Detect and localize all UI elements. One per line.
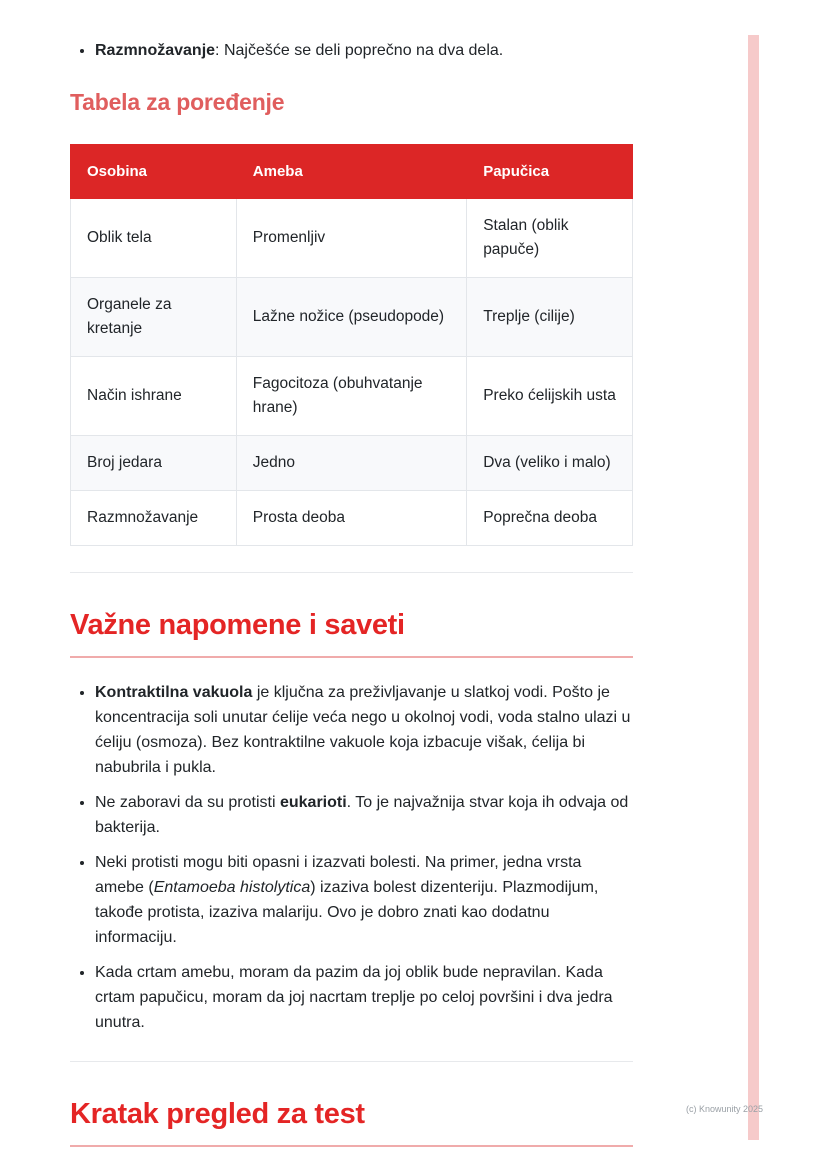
intro-bullet-bold: Razmnožavanje — [95, 42, 216, 59]
table-cell: Poprečna deoba — [467, 491, 633, 546]
comparison-section-heading: Tabela za poređenje — [70, 89, 285, 115]
table-header-cell: Osobina — [71, 145, 237, 199]
table-cell: Organele za kretanje — [71, 278, 237, 357]
note-text: ) izaziva bolest dizenteriju. Plazmodijum, takođe protista, izaziva malariju. Ovo je dobro znati kao dodatnu informaciju. — [95, 879, 599, 946]
list-item — [95, 680, 633, 780]
table-row — [71, 199, 633, 278]
table-cell: Fagocitoza (obuhvatanje hrane) — [236, 357, 466, 436]
page-edge-bar — [748, 35, 759, 1140]
table-cell: Dva (veliko i malo) — [467, 436, 633, 491]
note-text: je ključna za preživljavanje u slatkoj vodi. Pošto je koncentracija soli unutar ćelije veća nego u okolnoj vodi, voda stalno ulazi u ćeliju (osmoza). Bez kontraktilne vakuole koja izbacuje višak, ćelija bi nabubrila i pukla. — [95, 684, 631, 776]
section-divider — [70, 1061, 633, 1062]
note-italic: Entamoeba histolytica — [153, 879, 311, 896]
list-item — [95, 38, 633, 63]
section-divider — [70, 572, 633, 573]
table-row — [71, 278, 633, 357]
notes-list — [70, 680, 633, 1035]
heading-underline — [70, 656, 633, 658]
note-bold: eukarioti — [279, 794, 347, 811]
table-header-cell: Ameba — [236, 145, 466, 199]
table-cell: Način ishrane — [71, 357, 237, 436]
note-bold: Kontraktilna vakuola — [95, 684, 253, 701]
table-header-row — [71, 145, 633, 199]
table-cell: Jedno — [236, 436, 466, 491]
note-text: Ne zaboravi da su protisti — [95, 794, 280, 811]
table-cell: Broj jedara — [71, 436, 237, 491]
table-header-cell: Papučica — [467, 145, 633, 199]
heading-underline — [70, 1145, 633, 1147]
note-text: . To je najvažnija stvar koja ih odvaja od bakterija. — [95, 794, 629, 836]
table-cell: Prosta deoba — [236, 491, 466, 546]
notes-section-heading: Važne napomene i saveti — [70, 609, 405, 641]
note-text: Kada crtam amebu, moram da pazim da joj oblik bude nepravilan. Kada crtam papučicu, moram da joj nacrtam treplje po celoj površini i dva jedra unutra. — [95, 964, 613, 1031]
intro-list — [70, 38, 633, 63]
watermark: (c) Knowunity 2025 — [686, 1104, 764, 1114]
table-cell: Preko ćelijskih usta — [467, 357, 633, 436]
table-cell: Razmnožavanje — [71, 491, 237, 546]
table-row — [71, 436, 633, 491]
note-text: Neki protisti mogu biti opasni i izazvati bolesti. Na primer, jedna vrsta amebe ( — [95, 854, 582, 896]
table-cell: Treplje (cilije) — [467, 278, 633, 357]
table-cell: Lažne nožice (pseudopode) — [236, 278, 466, 357]
list-item — [95, 960, 633, 1035]
table-row — [71, 491, 633, 546]
list-item — [95, 850, 633, 950]
table-cell: Stalan (oblik papuče) — [467, 199, 633, 278]
table-row — [71, 357, 633, 436]
intro-bullet-rest: : Najčešće se deli poprečno na dva dela. — [215, 42, 504, 59]
document-content — [70, 38, 633, 1147]
table-cell: Oblik tela — [71, 199, 237, 278]
review-section-heading: Kratak pregled za test — [70, 1098, 365, 1130]
table-cell: Promenljiv — [236, 199, 466, 278]
list-item — [95, 790, 633, 840]
comparison-table — [70, 144, 633, 546]
